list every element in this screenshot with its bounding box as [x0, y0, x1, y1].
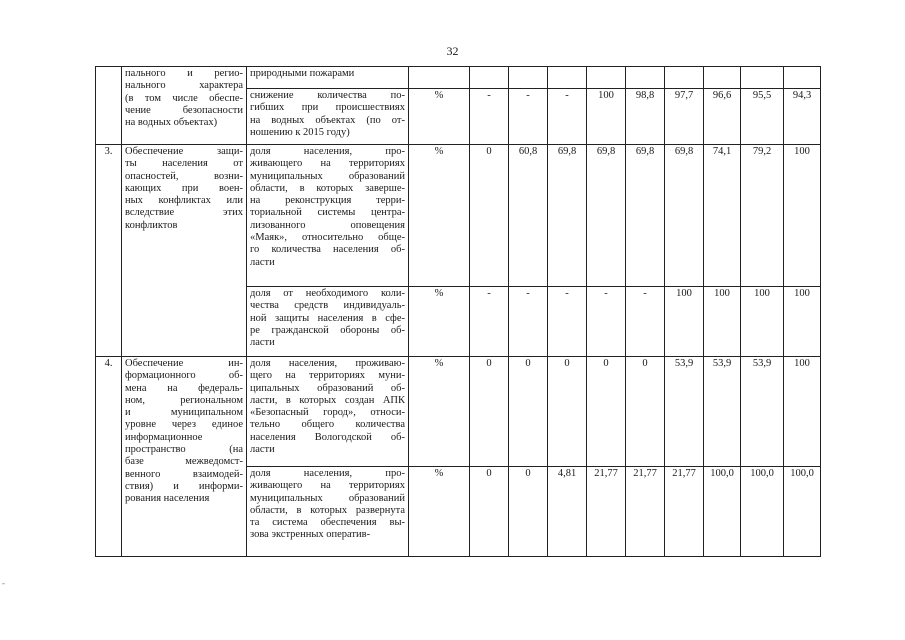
value-cell: 95,5 [741, 89, 784, 145]
value-cell: 0 [509, 467, 548, 557]
value-cell [509, 67, 548, 89]
value-cell: 53,9 [704, 357, 741, 467]
value-cell: 0 [470, 145, 509, 287]
value-cell: 0 [470, 357, 509, 467]
indicators-table [95, 66, 821, 557]
value-cell: 21,77 [626, 467, 665, 557]
table-row [96, 145, 821, 287]
value-cell: 0 [470, 467, 509, 557]
unit-cell: % [409, 89, 470, 145]
value-cell: 74,1 [704, 145, 741, 287]
value-cell: 69,8 [665, 145, 704, 287]
value-cell: 97,7 [665, 89, 704, 145]
value-cell: 98,8 [626, 89, 665, 145]
value-cell: - [587, 287, 626, 357]
value-cell: - [509, 89, 548, 145]
value-cell: 4,81 [548, 467, 587, 557]
value-cell [665, 67, 704, 89]
value-cell: 100,0 [784, 467, 821, 557]
table-row [96, 357, 821, 467]
indicator-text: доля населения, про- живающего на территориях муниципальных образований области, в которых заверше- на реконструкция терри- ториальной системы центра- лизованного оповещения «Маяк», относительно обще- го количества населения об- ласти [247, 145, 409, 287]
value-cell: - [470, 287, 509, 357]
task-description: пального и регио- нального характера (в том числе обеспе- чение безопасности на водных объектах) [122, 67, 247, 145]
value-cell: 94,3 [784, 89, 821, 145]
unit-cell: % [409, 467, 470, 557]
value-cell: 69,8 [548, 145, 587, 287]
unit-cell: % [409, 287, 470, 357]
value-cell: 69,8 [626, 145, 665, 287]
value-cell: - [626, 287, 665, 357]
value-cell: 100 [665, 287, 704, 357]
value-cell: 60,8 [509, 145, 548, 287]
value-cell [626, 67, 665, 89]
page-number: 32 [446, 44, 459, 58]
task-description: Обеспечение ин- формационного об- мена на федераль- ном, региональном и муниципальном уровне через единое информационное пространство (на базе межведомст- венного взаимодей- ствия) и информи- рования населения [122, 357, 247, 557]
value-cell: 53,9 [665, 357, 704, 467]
value-cell: 69,8 [587, 145, 626, 287]
value-cell: 79,2 [741, 145, 784, 287]
value-cell: 0 [548, 357, 587, 467]
value-cell: 100 [704, 287, 741, 357]
indicator-text: снижение количества по- гибших при происшествиях на водных объектах (по от- ношению к 2015 году) [247, 89, 409, 145]
value-cell: 53,9 [741, 357, 784, 467]
value-cell: 0 [587, 357, 626, 467]
value-cell: - [548, 89, 587, 145]
indicator-text: доля населения, проживаю- щего на территориях муни- ципальных образований об- ласти, в которых создан АПК «Безопасный город», относи- тельно общего количества населения Вологодской об- ласти [247, 357, 409, 467]
indicator-text: природными пожарами [247, 67, 409, 89]
unit-cell: % [409, 357, 470, 467]
row-number [96, 67, 122, 145]
row-number: 4. [96, 357, 122, 557]
value-cell: - [509, 287, 548, 357]
value-cell: - [548, 287, 587, 357]
task-description: Обеспечение защи- ты населения от опасностей, возни- кающих при воен- ных конфликтах или вследствие этих конфликтов [122, 145, 247, 357]
value-cell: 96,6 [704, 89, 741, 145]
value-cell: 100 [784, 287, 821, 357]
indicator-text: доля населения, про- живающего на территориях муниципальных образований области, в которых развернута та система обеспечения вы- зова экстренных оператив- [247, 467, 409, 557]
value-cell [470, 67, 509, 89]
value-cell: 21,77 [665, 467, 704, 557]
value-cell [741, 67, 784, 89]
row-number: 3. [96, 145, 122, 357]
value-cell [704, 67, 741, 89]
value-cell: 21,77 [587, 467, 626, 557]
unit-cell [409, 67, 470, 89]
value-cell: 100 [784, 145, 821, 287]
value-cell: 0 [509, 357, 548, 467]
value-cell: 100 [741, 287, 784, 357]
value-cell: 100,0 [741, 467, 784, 557]
table-row [96, 67, 821, 89]
value-cell: - [470, 89, 509, 145]
unit-cell: % [409, 145, 470, 287]
value-cell: 0 [626, 357, 665, 467]
margin-mark: - [2, 578, 5, 588]
indicator-text: доля от необходимого коли- чества средств индивидуаль- ной защиты населения в сфе- ре гражданской обороны об- ласти [247, 287, 409, 357]
value-cell [587, 67, 626, 89]
value-cell: 100 [784, 357, 821, 467]
value-cell [548, 67, 587, 89]
value-cell: 100,0 [704, 467, 741, 557]
value-cell [784, 67, 821, 89]
value-cell: 100 [587, 89, 626, 145]
